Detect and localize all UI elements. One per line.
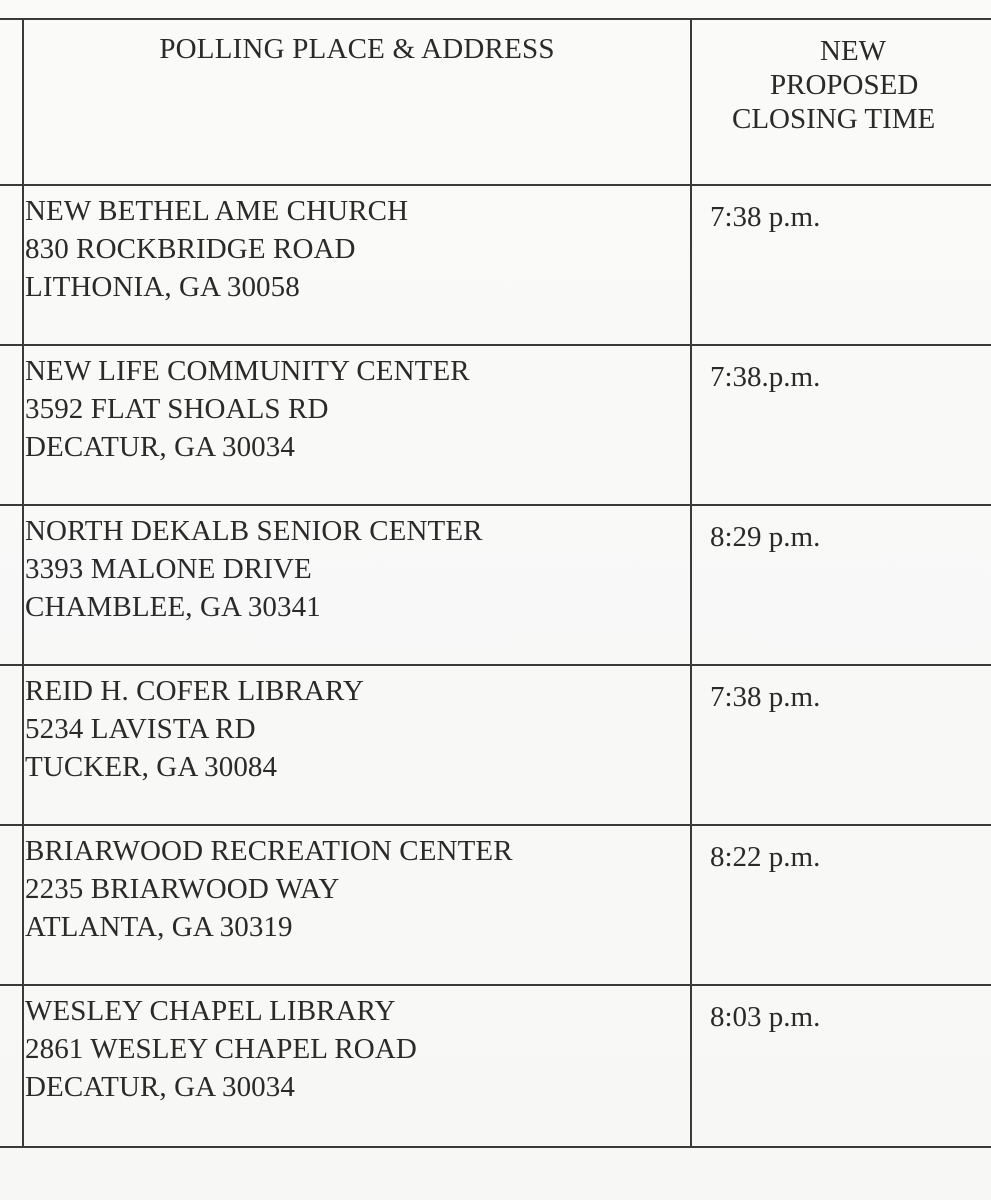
row-first-cell: [0, 505, 23, 665]
polling-place-cell: [23, 185, 691, 345]
closing-time: 7:38.p.m.: [710, 361, 821, 393]
table-row: [0, 185, 991, 345]
polling-place-cell: [23, 345, 691, 505]
closing-time-cell: [691, 185, 991, 345]
place-name: WESLEY CHAPEL LIBRARY: [25, 995, 396, 1027]
row-first-cell: [0, 185, 23, 345]
place-street: 830 ROCKBRIDGE ROAD: [25, 233, 356, 265]
table-row: [0, 345, 991, 505]
closing-time-cell: [691, 505, 991, 665]
place-city: CHAMBLEE, GA 30341: [25, 591, 321, 623]
header-polling-place: [23, 19, 691, 185]
closing-time-cell: [691, 345, 991, 505]
closing-time: 8:22 p.m.: [710, 841, 821, 873]
polling-place-cell: [23, 825, 691, 985]
table-header-row: [0, 19, 991, 185]
place-city: DECATUR, GA 30034: [25, 1071, 295, 1103]
place-street: 3592 FLAT SHOALS RD: [25, 393, 329, 425]
table-row: [0, 825, 991, 985]
table-row: [0, 665, 991, 825]
header-polling-place-label: POLLING PLACE & ADDRESS: [159, 33, 555, 65]
header-time-line-1: NEW: [820, 35, 887, 67]
place-street: 2235 BRIARWOOD WAY: [25, 873, 340, 905]
header-time-line-2: PROPOSED: [770, 69, 919, 101]
polling-place-cell: [23, 665, 691, 825]
place-city: ATLANTA, GA 30319: [25, 911, 293, 943]
place-street: 2861 WESLEY CHAPEL ROAD: [25, 1033, 417, 1065]
closing-time: 8:03 p.m.: [710, 1001, 821, 1033]
closing-time-cell: [691, 665, 991, 825]
closing-time: 7:38 p.m.: [710, 201, 821, 233]
polling-place-cell: [23, 985, 691, 1147]
closing-time: 7:38 p.m.: [710, 681, 821, 713]
place-name: NEW BETHEL AME CHURCH: [25, 195, 409, 227]
table-row: [0, 505, 991, 665]
place-street: 3393 MALONE DRIVE: [25, 553, 312, 585]
row-first-cell: [0, 985, 23, 1147]
place-city: TUCKER, GA 30084: [25, 751, 278, 783]
polling-place-cell: [23, 505, 691, 665]
polling-places-table: [0, 18, 991, 1148]
row-first-cell: [0, 345, 23, 505]
place-name: NORTH DEKALB SENIOR CENTER: [25, 515, 483, 547]
place-name: REID H. COFER LIBRARY: [25, 675, 364, 707]
closing-time-cell: [691, 985, 991, 1147]
row-first-cell: [0, 825, 23, 985]
closing-time-cell: [691, 825, 991, 985]
place-city: LITHONIA, GA 30058: [25, 271, 300, 303]
header-closing-time: [691, 19, 991, 185]
place-street: 5234 LAVISTA RD: [25, 713, 256, 745]
place-city: DECATUR, GA 30034: [25, 431, 295, 463]
header-time-line-3: CLOSING TIME: [732, 103, 936, 135]
row-first-cell: [0, 665, 23, 825]
table-row: [0, 985, 991, 1147]
header-first-cell: [0, 19, 23, 185]
place-name: NEW LIFE COMMUNITY CENTER: [25, 355, 470, 387]
closing-time: 8:29 p.m.: [710, 521, 821, 553]
place-name: BRIARWOOD RECREATION CENTER: [25, 835, 513, 867]
